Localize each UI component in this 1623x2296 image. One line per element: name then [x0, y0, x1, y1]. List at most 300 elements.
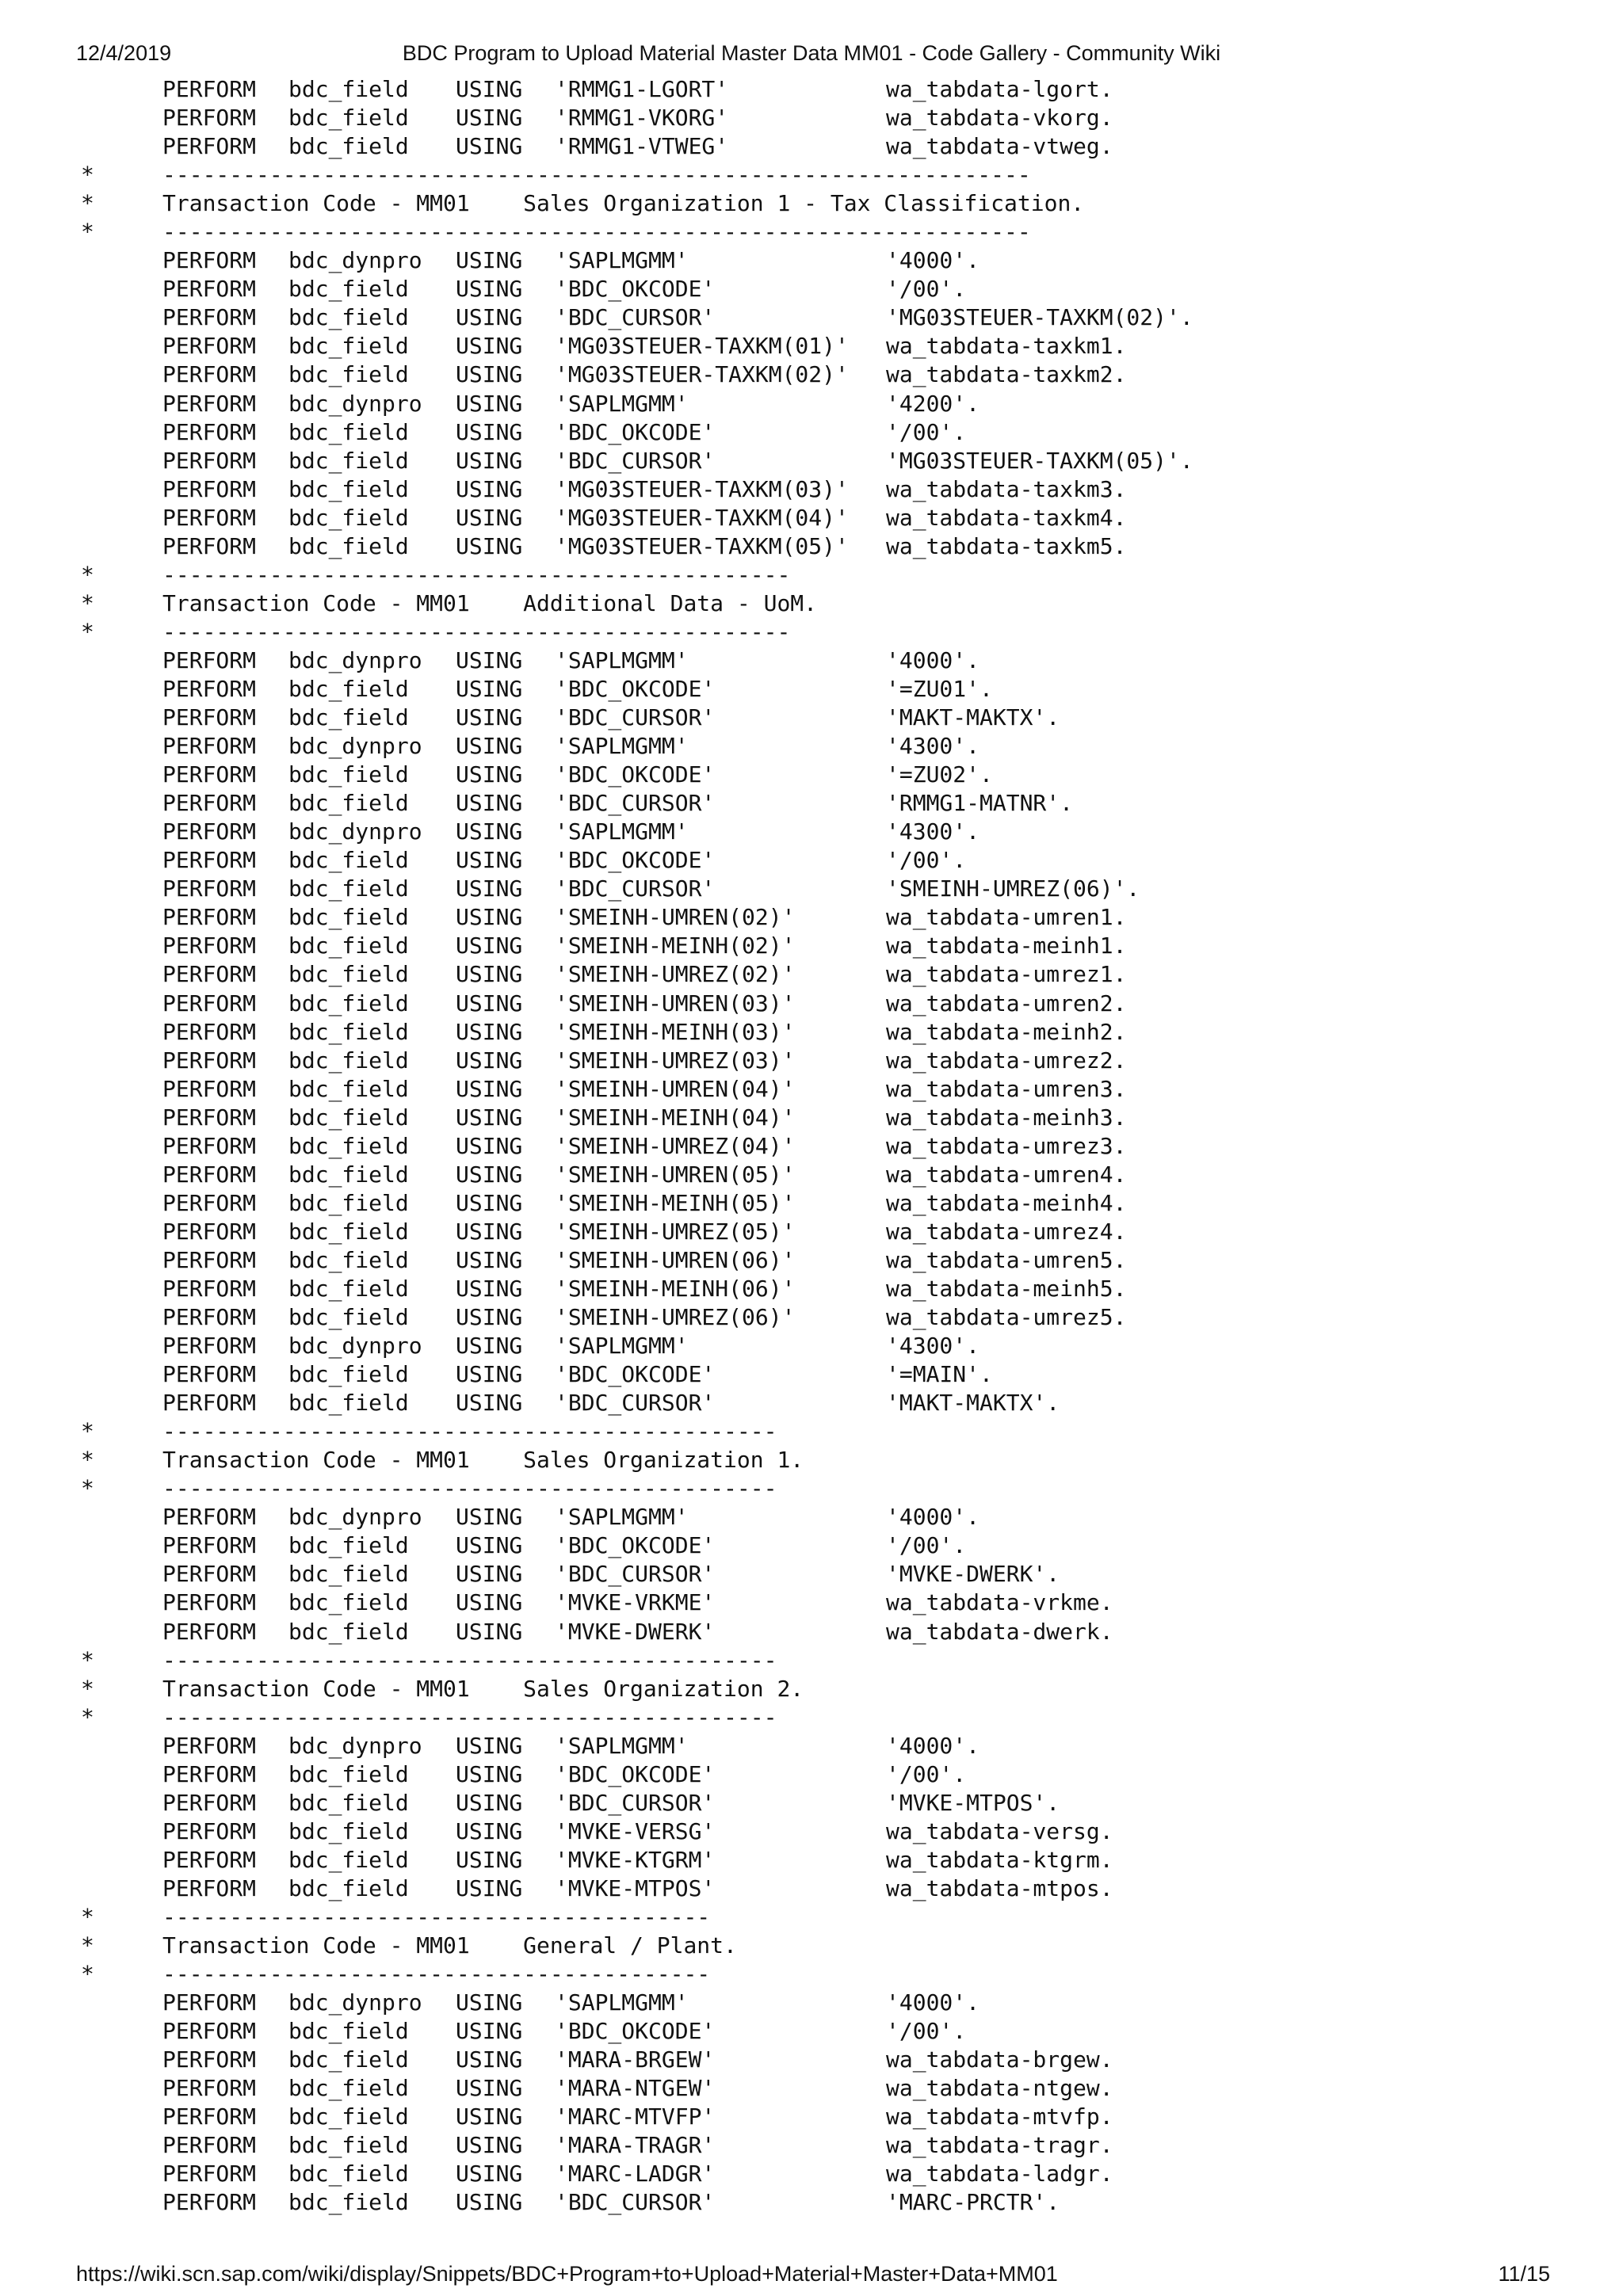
field-param: 'MVKE-VERSG'	[555, 1817, 716, 1844]
keyword-using: USING	[456, 1561, 523, 1588]
keyword-perform: PERFORM	[162, 761, 257, 788]
code-line	[76, 332, 1550, 360]
field-param: 'MVKE-KTGRM'	[555, 1846, 716, 1873]
keyword-perform: PERFORM	[162, 276, 257, 303]
code-line	[76, 818, 1550, 846]
form-name: bdc_field	[288, 961, 409, 988]
field-param: 'RMMG1-VTWEG'	[555, 133, 729, 160]
field-param: 'RMMG1-LGORT'	[555, 76, 729, 102]
code-line	[76, 2131, 1550, 2160]
keyword-perform: PERFORM	[162, 1875, 257, 1901]
field-value: wa_tabdata-ktgrm.	[886, 1846, 1113, 1873]
field-param: 'BDC_OKCODE'	[555, 675, 716, 702]
keyword-perform: PERFORM	[162, 1532, 257, 1559]
keyword-perform: PERFORM	[162, 1333, 257, 1360]
field-param: 'MG03STEUER-TAXKM(03)'	[555, 475, 849, 502]
form-name: bdc_field	[288, 1618, 409, 1645]
field-param: 'SMEINH-MEINH(06)'	[555, 1275, 796, 1302]
field-value: '/00'.	[886, 418, 967, 445]
code-line	[76, 2160, 1550, 2188]
field-param: 'BDC_CURSOR'	[555, 2189, 716, 2216]
keyword-using: USING	[456, 1504, 523, 1531]
comment-star: *	[81, 561, 94, 588]
field-value: wa_tabdata-umrez2.	[886, 1047, 1127, 1074]
field-param: 'SAPLMGMM'	[555, 1333, 689, 1360]
field-param: 'MG03STEUER-TAXKM(01)'	[555, 333, 849, 360]
code-line	[76, 132, 1550, 161]
field-param: 'SMEINH-MEINH(05)'	[555, 1189, 796, 1216]
field-param: 'SMEINH-MEINH(04)'	[555, 1104, 796, 1131]
keyword-perform: PERFORM	[162, 2161, 257, 2187]
field-value: wa_tabdata-taxkm3.	[886, 475, 1127, 502]
keyword-perform: PERFORM	[162, 1246, 257, 1273]
keyword-using: USING	[456, 704, 523, 731]
field-param: 'BDC_CURSOR'	[555, 1561, 716, 1588]
keyword-using: USING	[456, 761, 523, 788]
field-param: 'BDC_OKCODE'	[555, 2018, 716, 2045]
field-value: wa_tabdata-dwerk.	[886, 1618, 1113, 1645]
field-param: 'SMEINH-MEINH(02)'	[555, 933, 796, 959]
keyword-perform: PERFORM	[162, 933, 257, 959]
field-value: 'MVKE-MTPOS'.	[886, 1789, 1060, 1816]
field-value: wa_tabdata-umren4.	[886, 1161, 1127, 1188]
comment-star: *	[81, 1961, 94, 1988]
code-line	[76, 1360, 1550, 1389]
keyword-perform: PERFORM	[162, 1189, 257, 1216]
field-param: 'BDC_CURSOR'	[555, 1390, 716, 1417]
keyword-using: USING	[456, 1760, 523, 1787]
field-value: 'MG03STEUER-TAXKM(02)'.	[886, 304, 1193, 331]
field-param: 'SMEINH-UMREZ(02)'	[555, 961, 796, 988]
code-line	[76, 1732, 1550, 1760]
keyword-using: USING	[456, 304, 523, 331]
field-value: wa_tabdata-vkorg.	[886, 105, 1113, 132]
field-param: 'MG03STEUER-TAXKM(05)'	[555, 532, 849, 559]
code-line	[76, 1389, 1550, 1417]
keyword-perform: PERFORM	[162, 990, 257, 1016]
field-value: wa_tabdata-mtpos.	[886, 1875, 1113, 1901]
field-param: 'SMEINH-UMREN(05)'	[555, 1161, 796, 1188]
form-name: bdc_field	[288, 1075, 409, 1102]
keyword-perform: PERFORM	[162, 1589, 257, 1616]
field-param: 'BDC_OKCODE'	[555, 761, 716, 788]
code-line	[76, 1503, 1550, 1531]
keyword-perform: PERFORM	[162, 1104, 257, 1131]
field-param: 'MARA-TRAGR'	[555, 2132, 716, 2159]
field-value: wa_tabdata-umrez3.	[886, 1132, 1127, 1159]
keyword-using: USING	[456, 1390, 523, 1417]
field-value: wa_tabdata-brgew.	[886, 2046, 1113, 2073]
field-param: 'SMEINH-UMREZ(06)'	[555, 1304, 796, 1331]
comment-star: *	[81, 190, 94, 217]
keyword-perform: PERFORM	[162, 504, 257, 531]
comment-star: *	[81, 1475, 94, 1502]
code-listing	[76, 75, 1550, 2218]
keyword-using: USING	[456, 733, 523, 760]
field-value: wa_tabdata-versg.	[886, 1817, 1113, 1844]
code-line	[76, 1132, 1550, 1161]
code-line	[76, 303, 1550, 332]
keyword-using: USING	[456, 790, 523, 817]
keyword-using: USING	[456, 875, 523, 902]
code-line	[76, 1875, 1550, 1903]
keyword-perform: PERFORM	[162, 418, 257, 445]
keyword-perform: PERFORM	[162, 818, 257, 845]
field-value: '4000'.	[886, 1732, 980, 1759]
field-param: 'SMEINH-UMREZ(05)'	[555, 1218, 796, 1245]
code-line	[76, 1161, 1550, 1189]
form-name: bdc_field	[288, 1161, 409, 1188]
field-param: 'MG03STEUER-TAXKM(04)'	[555, 504, 849, 531]
keyword-perform: PERFORM	[162, 1018, 257, 1045]
form-name: bdc_field	[288, 1275, 409, 1302]
keyword-using: USING	[456, 2018, 523, 2045]
code-line	[76, 1075, 1550, 1104]
keyword-using: USING	[456, 1589, 523, 1616]
field-value: '4300'.	[886, 1333, 980, 1360]
form-name: bdc_field	[288, 847, 409, 874]
keyword-using: USING	[456, 1047, 523, 1074]
keyword-using: USING	[456, 1246, 523, 1273]
form-name: bdc_field	[288, 447, 409, 474]
keyword-using: USING	[456, 1189, 523, 1216]
code-line	[76, 1218, 1550, 1246]
keyword-perform: PERFORM	[162, 2132, 257, 2159]
code-line	[76, 1560, 1550, 1589]
keyword-perform: PERFORM	[162, 704, 257, 731]
comment-line	[76, 1417, 1550, 1446]
comment-line	[76, 618, 1550, 646]
keyword-using: USING	[456, 447, 523, 474]
comment-line	[76, 561, 1550, 589]
keyword-using: USING	[456, 847, 523, 874]
field-value: '4300'.	[886, 818, 980, 845]
field-value: '/00'.	[886, 847, 967, 874]
comment-text: -----------------------------------------	[162, 1961, 711, 1988]
form-name: bdc_field	[288, 1018, 409, 1045]
keyword-using: USING	[456, 390, 523, 417]
comment-line	[76, 218, 1550, 246]
field-param: 'BDC_CURSOR'	[555, 790, 716, 817]
keyword-perform: PERFORM	[162, 475, 257, 502]
form-name: bdc_field	[288, 2161, 409, 2187]
form-name: bdc_field	[288, 1532, 409, 1559]
field-value: wa_tabdata-taxkm2.	[886, 361, 1127, 388]
code-line	[76, 1275, 1550, 1303]
form-name: bdc_field	[288, 532, 409, 559]
keyword-using: USING	[456, 818, 523, 845]
code-line	[76, 990, 1550, 1018]
keyword-using: USING	[456, 990, 523, 1016]
field-value: wa_tabdata-umrez5.	[886, 1304, 1127, 1331]
keyword-perform: PERFORM	[162, 2189, 257, 2216]
keyword-using: USING	[456, 1218, 523, 1245]
field-value: wa_tabdata-ntgew.	[886, 2075, 1113, 2102]
field-value: wa_tabdata-meinh4.	[886, 1189, 1127, 1216]
keyword-using: USING	[456, 247, 523, 274]
code-line	[76, 932, 1550, 960]
keyword-using: USING	[456, 1304, 523, 1331]
field-value: wa_tabdata-mtvfp.	[886, 2103, 1113, 2130]
field-value: 'RMMG1-MATNR'.	[886, 790, 1074, 817]
keyword-perform: PERFORM	[162, 904, 257, 931]
keyword-perform: PERFORM	[162, 1732, 257, 1759]
keyword-perform: PERFORM	[162, 1304, 257, 1331]
keyword-using: USING	[456, 1075, 523, 1102]
form-name: bdc_field	[288, 1817, 409, 1844]
code-line	[76, 1332, 1550, 1360]
field-param: 'BDC_CURSOR'	[555, 304, 716, 331]
keyword-perform: PERFORM	[162, 1218, 257, 1245]
form-name: bdc_field	[288, 304, 409, 331]
form-name: bdc_field	[288, 2018, 409, 2045]
field-value: wa_tabdata-tragr.	[886, 2132, 1113, 2159]
field-param: 'MARC-MTVFP'	[555, 2103, 716, 2130]
field-param: 'SMEINH-UMREN(02)'	[555, 904, 796, 931]
code-line	[76, 1846, 1550, 1875]
keyword-perform: PERFORM	[162, 646, 257, 673]
form-name: bdc_field	[288, 2046, 409, 2073]
field-param: 'SAPLMGMM'	[555, 1989, 689, 2016]
keyword-perform: PERFORM	[162, 333, 257, 360]
comment-line	[76, 1960, 1550, 1989]
keyword-perform: PERFORM	[162, 1504, 257, 1531]
keyword-using: USING	[456, 333, 523, 360]
form-name: bdc_field	[288, 504, 409, 531]
code-line	[76, 360, 1550, 389]
keyword-perform: PERFORM	[162, 790, 257, 817]
code-line	[76, 475, 1550, 504]
keyword-perform: PERFORM	[162, 1618, 257, 1645]
keyword-perform: PERFORM	[162, 133, 257, 160]
form-name: bdc_field	[288, 704, 409, 731]
field-param: 'SAPLMGMM'	[555, 1732, 689, 1759]
field-value: 'MG03STEUER-TAXKM(05)'.	[886, 447, 1193, 474]
code-line	[76, 1531, 1550, 1560]
field-param: 'MG03STEUER-TAXKM(02)'	[555, 361, 849, 388]
page-number: 11/15	[1498, 2262, 1550, 2286]
keyword-perform: PERFORM	[162, 304, 257, 331]
comment-line	[76, 189, 1550, 218]
keyword-using: USING	[456, 1361, 523, 1388]
keyword-using: USING	[456, 361, 523, 388]
field-value: wa_tabdata-umrez1.	[886, 961, 1127, 988]
comment-star: *	[81, 1646, 94, 1673]
comment-text: -----------------------------------------	[162, 1904, 711, 1930]
form-name: bdc_field	[288, 361, 409, 388]
form-name: bdc_field	[288, 1361, 409, 1388]
form-name: bdc_dynpro	[288, 646, 422, 673]
form-name: bdc_field	[288, 475, 409, 502]
print-date: 12/4/2019	[76, 41, 172, 65]
code-line	[76, 646, 1550, 675]
comment-text: ----------------------------------------------	[162, 1418, 777, 1445]
form-name: bdc_field	[288, 1189, 409, 1216]
field-param: 'MVKE-DWERK'	[555, 1618, 716, 1645]
form-name: bdc_field	[288, 1846, 409, 1873]
keyword-perform: PERFORM	[162, 1275, 257, 1302]
form-name: bdc_dynpro	[288, 818, 422, 845]
form-name: bdc_field	[288, 76, 409, 102]
keyword-using: USING	[456, 904, 523, 931]
comment-star: *	[81, 1675, 94, 1702]
form-name: bdc_field	[288, 675, 409, 702]
form-name: bdc_field	[288, 1218, 409, 1245]
code-line	[76, 1618, 1550, 1646]
comment-line	[76, 1474, 1550, 1503]
field-param: 'SAPLMGMM'	[555, 247, 689, 274]
code-line	[76, 960, 1550, 989]
keyword-using: USING	[456, 133, 523, 160]
keyword-using: USING	[456, 2161, 523, 2187]
code-line	[76, 1018, 1550, 1047]
page-title: BDC Program to Upload Material Master Data MM01 - Code Gallery - Community Wiki	[402, 41, 1221, 65]
form-name: bdc_field	[288, 418, 409, 445]
comment-line	[76, 161, 1550, 189]
form-name: bdc_dynpro	[288, 733, 422, 760]
field-param: 'MVKE-MTPOS'	[555, 1875, 716, 1901]
comment-star: *	[81, 618, 94, 645]
keyword-using: USING	[456, 933, 523, 959]
form-name: bdc_field	[288, 2189, 409, 2216]
keyword-using: USING	[456, 475, 523, 502]
field-value: wa_tabdata-taxkm5.	[886, 532, 1127, 559]
field-value: wa_tabdata-vrkme.	[886, 1589, 1113, 1616]
keyword-using: USING	[456, 1618, 523, 1645]
code-line	[76, 789, 1550, 818]
keyword-using: USING	[456, 1732, 523, 1759]
field-value: '4000'.	[886, 247, 980, 274]
field-value: '=MAIN'.	[886, 1361, 993, 1388]
keyword-perform: PERFORM	[162, 1817, 257, 1844]
keyword-perform: PERFORM	[162, 1789, 257, 1816]
form-name: bdc_field	[288, 1875, 409, 1901]
field-value: '4000'.	[886, 646, 980, 673]
code-line	[76, 2103, 1550, 2131]
keyword-using: USING	[456, 1846, 523, 1873]
field-value: '4300'.	[886, 733, 980, 760]
keyword-perform: PERFORM	[162, 1075, 257, 1102]
field-value: wa_tabdata-umren5.	[886, 1246, 1127, 1273]
form-name: bdc_field	[288, 1760, 409, 1787]
keyword-perform: PERFORM	[162, 532, 257, 559]
field-value: 'MVKE-DWERK'.	[886, 1561, 1060, 1588]
comment-line	[76, 589, 1550, 618]
form-name: bdc_field	[288, 2103, 409, 2130]
field-value: wa_tabdata-meinh2.	[886, 1018, 1127, 1045]
field-value: wa_tabdata-meinh1.	[886, 933, 1127, 959]
form-name: bdc_field	[288, 276, 409, 303]
form-name: bdc_dynpro	[288, 390, 422, 417]
comment-text: Transaction Code - MM01 General / Plant.	[162, 1932, 737, 1959]
keyword-using: USING	[456, 418, 523, 445]
field-param: 'RMMG1-VKORG'	[555, 105, 729, 132]
keyword-perform: PERFORM	[162, 1361, 257, 1388]
form-name: bdc_dynpro	[288, 1504, 422, 1531]
keyword-perform: PERFORM	[162, 847, 257, 874]
code-line	[76, 846, 1550, 875]
field-param: 'BDC_CURSOR'	[555, 704, 716, 731]
keyword-perform: PERFORM	[162, 390, 257, 417]
keyword-perform: PERFORM	[162, 733, 257, 760]
form-name: bdc_field	[288, 1589, 409, 1616]
comment-text: Transaction Code - MM01 Additional Data - UoM.	[162, 589, 818, 616]
form-name: bdc_field	[288, 904, 409, 931]
field-value: '4200'.	[886, 390, 980, 417]
keyword-using: USING	[456, 1104, 523, 1131]
keyword-using: USING	[456, 2189, 523, 2216]
comment-star: *	[81, 1418, 94, 1445]
keyword-perform: PERFORM	[162, 2075, 257, 2102]
form-name: bdc_field	[288, 333, 409, 360]
keyword-perform: PERFORM	[162, 1760, 257, 1787]
comment-text: Transaction Code - MM01 Sales Organization 2.	[162, 1675, 804, 1702]
keyword-using: USING	[456, 675, 523, 702]
keyword-perform: PERFORM	[162, 1132, 257, 1159]
keyword-using: USING	[456, 961, 523, 988]
field-param: 'BDC_OKCODE'	[555, 847, 716, 874]
form-name: bdc_field	[288, 1104, 409, 1131]
code-line	[76, 761, 1550, 789]
code-line	[76, 275, 1550, 303]
comment-line	[76, 1703, 1550, 1732]
code-line	[76, 246, 1550, 275]
keyword-using: USING	[456, 1532, 523, 1559]
field-value: '=ZU01'.	[886, 675, 993, 702]
keyword-perform: PERFORM	[162, 875, 257, 902]
keyword-perform: PERFORM	[162, 1989, 257, 2016]
field-value: '4000'.	[886, 1504, 980, 1531]
form-name: bdc_dynpro	[288, 1333, 422, 1360]
keyword-perform: PERFORM	[162, 675, 257, 702]
field-param: 'BDC_OKCODE'	[555, 1532, 716, 1559]
comment-text: Transaction Code - MM01 Sales Organization 1 - Tax Classification.	[162, 190, 1085, 217]
field-param: 'SAPLMGMM'	[555, 646, 689, 673]
comment-star: *	[81, 1932, 94, 1959]
field-value: 'MAKT-MAKTX'.	[886, 704, 1060, 731]
field-param: 'BDC_OKCODE'	[555, 1361, 716, 1388]
keyword-using: USING	[456, 1817, 523, 1844]
code-line	[76, 875, 1550, 903]
keyword-using: USING	[456, 1875, 523, 1901]
field-param: 'BDC_OKCODE'	[555, 1760, 716, 1787]
form-name: bdc_field	[288, 2132, 409, 2159]
code-line	[76, 1589, 1550, 1617]
comment-text: -----------------------------------------------	[162, 618, 791, 645]
code-line	[76, 675, 1550, 704]
code-line	[76, 1303, 1550, 1332]
code-line	[76, 2188, 1550, 2217]
code-line	[76, 390, 1550, 418]
keyword-perform: PERFORM	[162, 447, 257, 474]
form-name: bdc_field	[288, 105, 409, 132]
code-line	[76, 1189, 1550, 1218]
code-line	[76, 2046, 1550, 2074]
code-line	[76, 1789, 1550, 1817]
form-name: bdc_field	[288, 933, 409, 959]
keyword-using: USING	[456, 2103, 523, 2130]
field-param: 'SAPLMGMM'	[555, 818, 689, 845]
field-value: '/00'.	[886, 1532, 967, 1559]
form-name: bdc_field	[288, 761, 409, 788]
keyword-using: USING	[456, 276, 523, 303]
keyword-perform: PERFORM	[162, 1561, 257, 1588]
keyword-perform: PERFORM	[162, 361, 257, 388]
keyword-using: USING	[456, 2132, 523, 2159]
code-line	[76, 2074, 1550, 2103]
keyword-using: USING	[456, 105, 523, 132]
form-name: bdc_field	[288, 133, 409, 160]
